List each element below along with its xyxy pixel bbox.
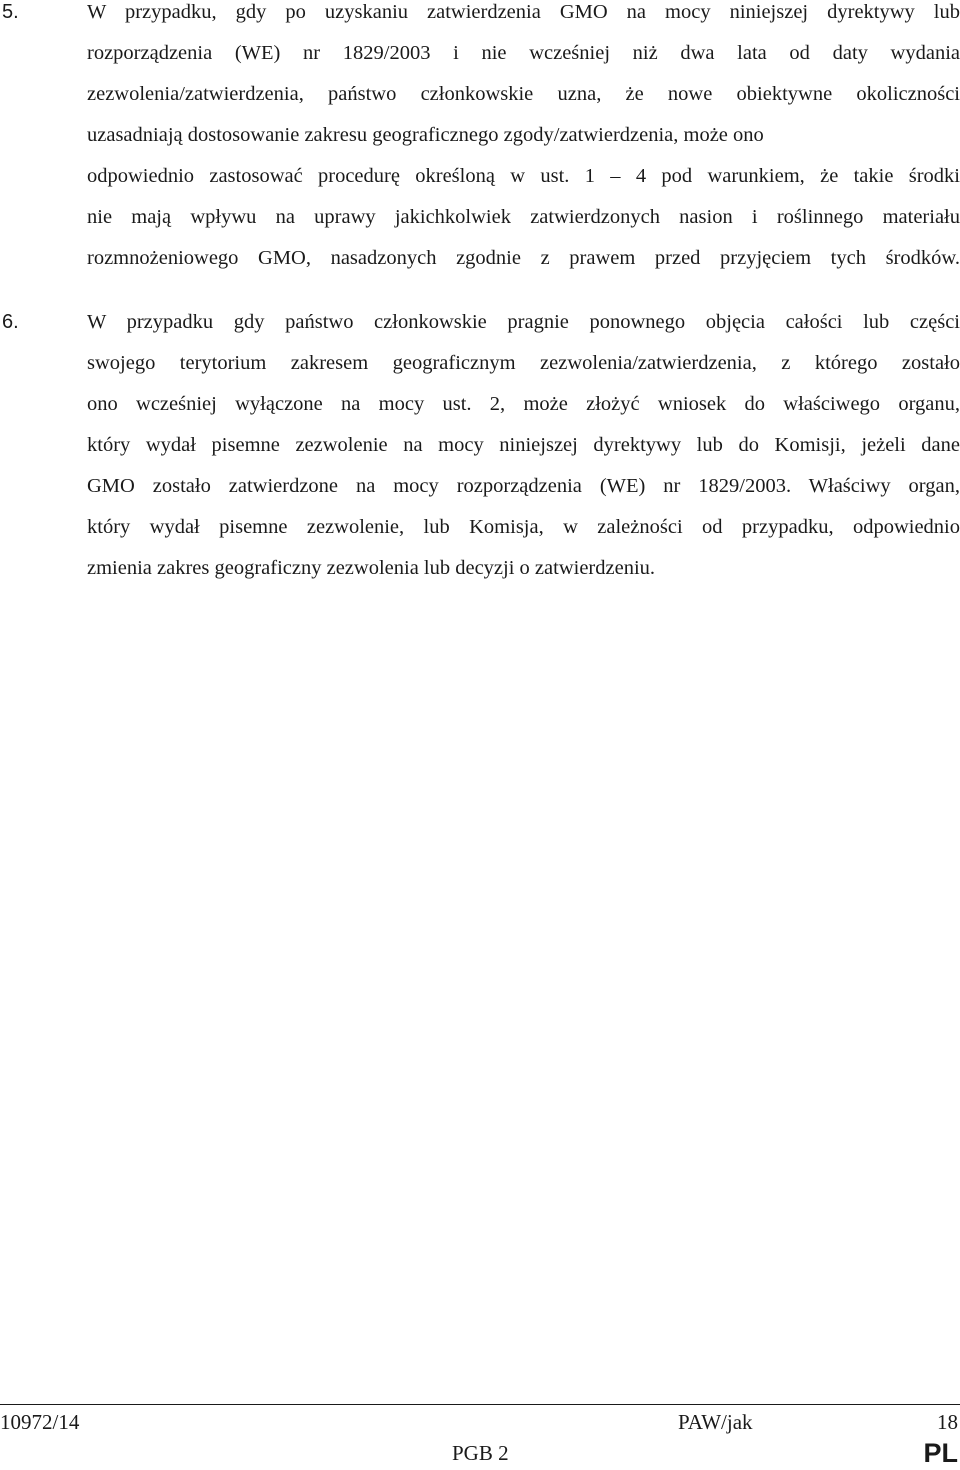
text-line: W przypadku, gdy po uzyskaniu zatwierdzenia GMO na mocy niniejszej dyrektywy lub: [87, 1, 960, 23]
text-line: W przypadku gdy państwo członkowskie pragnie ponownego objęcia całości lub części: [87, 311, 960, 333]
text-line: który wydał pisemne zezwolenie, lub Komisja, w zależności od przypadku, odpowiednio: [87, 516, 960, 538]
paragraph-text: [87, 0, 960, 279]
text-line: zmienia zakres geograficzny zezwolenia lub decyzji o zatwierdzeniu.: [87, 557, 656, 579]
paragraph-number: 5.: [2, 1, 19, 23]
text-line: swojego terytorium zakresem geograficznym zezwolenia/zatwierdzenia, z którego zostało: [87, 352, 960, 374]
text-line: uzasadniają dostosowanie zakresu geograficznego zgody/zatwierdzenia, może ono: [87, 124, 764, 146]
text-line: nie mają wpływu na uprawy jakichkolwiek zatwierdzonych nasion i roślinnego materiału: [87, 206, 960, 228]
paragraph-number: 6.: [2, 311, 19, 333]
text-line: który wydał pisemne zezwolenie na mocy niniejszej dyrektywy lub do Komisji, jeżeli dane: [87, 434, 960, 456]
footer-secondary: [0, 1436, 960, 1470]
text-line: ono wcześniej wyłączone na mocy ust. 2, może złożyć wniosek do właściwego organu,: [87, 393, 960, 415]
author-initials: PAW/jak: [678, 1410, 753, 1434]
paragraph-text: [87, 302, 960, 589]
text-line: zezwolenia/zatwierdzenia, państwo członkowskie uzna, że nowe obiektywne okoliczności: [87, 83, 960, 105]
text-line: rozmnożeniowego GMO, nasadzonych zgodnie z prawem przed przyjęciem tych środków.: [87, 247, 960, 269]
language-code: PL: [923, 1438, 958, 1468]
text-line: GMO zostało zatwierdzone na mocy rozporządzenia (WE) nr 1829/2003. Właściwy organ,: [87, 475, 960, 497]
footer: [0, 1405, 960, 1439]
page-number: 18: [937, 1410, 958, 1434]
dg-code: PGB 2: [452, 1441, 509, 1465]
text-line: odpowiednio zastosować procedurę określoną w ust. 1 – 4 pod warunkiem, że takie środki: [87, 165, 960, 187]
text-line: rozporządzenia (WE) nr 1829/2003 i nie wcześniej niż dwa lata od daty wydania: [87, 42, 960, 64]
document-number: 10972/14: [0, 1410, 80, 1434]
